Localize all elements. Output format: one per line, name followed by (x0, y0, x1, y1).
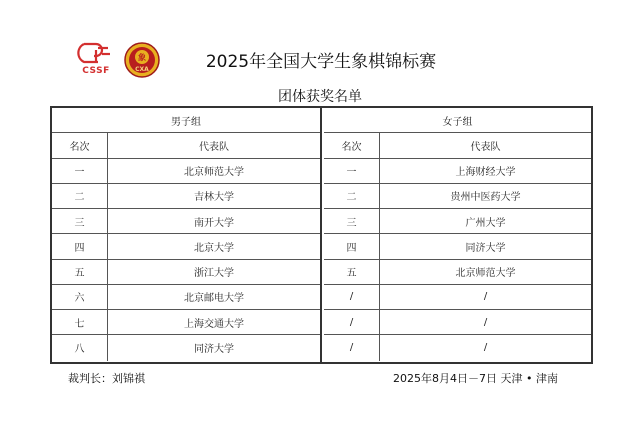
svg-text:象: 象 (138, 53, 146, 62)
awards-table (50, 106, 593, 364)
women-group-label: 女子组 (442, 116, 473, 128)
rank-cell: 八 (52, 335, 108, 360)
team-cell: 贵州中医药大学 (450, 192, 521, 204)
cssf-emblem-icon (76, 40, 116, 68)
rank-cell: 一 (52, 159, 108, 183)
table-row (52, 209, 320, 234)
rank-cell: 六 (52, 285, 108, 309)
team-cell: / (483, 291, 488, 303)
women-col-rank: 名次 (324, 133, 380, 157)
table-row (324, 184, 591, 209)
rank-cell: / (324, 285, 380, 309)
chess-association-emblem-icon (124, 42, 160, 78)
team-cell: / (483, 316, 488, 328)
rank-cell: 三 (324, 209, 380, 233)
rank-cell: 一 (324, 159, 380, 183)
team-cell: 浙江大学 (194, 268, 234, 280)
table-row (324, 310, 591, 335)
men-column-header-row (52, 133, 320, 158)
team-cell: 广州大学 (465, 217, 506, 229)
cxa-logo-text: CXA (135, 66, 149, 73)
page-title: 2025年全国大学生象棋锦标赛 (205, 52, 437, 72)
table-row (52, 310, 320, 335)
table-row (52, 184, 320, 209)
cssf-logo (76, 40, 116, 80)
team-cell: 吉林大学 (194, 192, 234, 204)
women-column-header-row (324, 133, 591, 158)
table-row (52, 285, 320, 310)
women-group-header (324, 108, 591, 133)
page-subtitle: 团体获奖名单 (278, 89, 362, 105)
date-and-venue: 2025年8月4日－7日 天津 • 津南 (393, 372, 558, 385)
women-col-team: 代表队 (470, 141, 501, 153)
men-group-table (52, 108, 322, 362)
team-cell: 上海交通大学 (184, 318, 244, 330)
rank-cell: / (324, 335, 380, 360)
team-cell: 北京师范大学 (184, 167, 244, 179)
team-cell: / (483, 342, 488, 354)
table-row (52, 335, 320, 360)
table-row (52, 159, 320, 184)
table-row (324, 260, 591, 285)
table-row (324, 234, 591, 259)
team-cell: 北京大学 (194, 242, 234, 254)
cxa-logo (124, 42, 160, 78)
team-cell: 南开大学 (194, 217, 234, 229)
team-cell: 同济大学 (194, 344, 234, 356)
team-cell: 北京邮电大学 (184, 293, 244, 305)
rank-cell: 四 (324, 234, 380, 258)
team-cell: 北京师范大学 (455, 268, 516, 280)
rank-cell: 五 (52, 260, 108, 284)
rank-cell: 七 (52, 310, 108, 334)
men-col-team: 代表队 (199, 141, 229, 153)
table-row (324, 335, 591, 360)
rank-cell: 二 (52, 184, 108, 208)
table-row (52, 234, 320, 259)
table-row (324, 159, 591, 184)
team-cell: 上海财经大学 (455, 167, 516, 179)
women-group-table (324, 108, 591, 362)
rank-cell: 三 (52, 209, 108, 233)
rank-cell: / (324, 310, 380, 334)
men-group-header (52, 108, 320, 133)
cssf-logo-text: CSSF (82, 66, 110, 76)
chief-referee: 裁判长：刘锦祺 (68, 372, 145, 385)
rank-cell: 二 (324, 184, 380, 208)
table-row (52, 260, 320, 285)
team-cell: 同济大学 (465, 242, 506, 254)
table-row (324, 285, 591, 310)
rank-cell: 四 (52, 234, 108, 258)
men-col-rank: 名次 (52, 133, 108, 157)
table-row (324, 209, 591, 234)
rank-cell: 五 (324, 260, 380, 284)
men-group-label: 男子组 (171, 116, 201, 128)
